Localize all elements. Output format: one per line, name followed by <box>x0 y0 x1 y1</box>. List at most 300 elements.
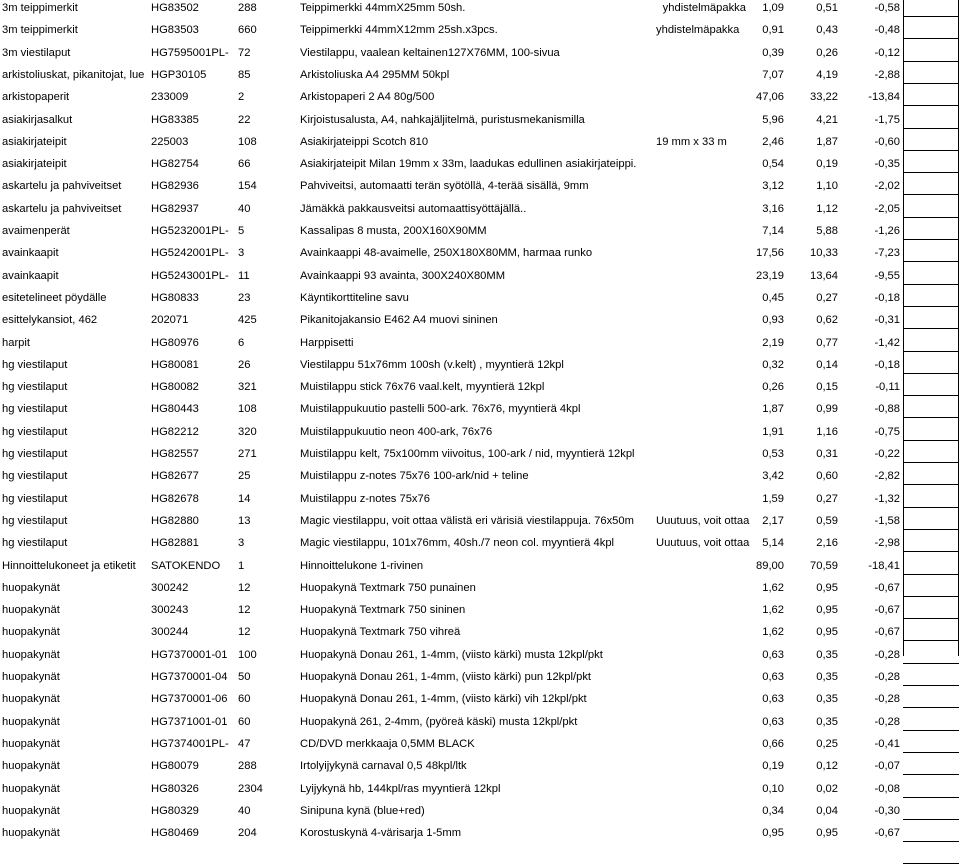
table-row <box>0 532 960 554</box>
price-1-cell: 0,63 <box>762 648 784 661</box>
category-cell: huopakynät <box>2 737 60 750</box>
price-1-cell: 0,93 <box>762 314 784 327</box>
price-1-cell: 0,91 <box>762 24 784 37</box>
difference-cell: -0,22 <box>874 448 900 460</box>
quantity-cell: 108 <box>238 403 257 416</box>
difference-cell: -0,11 <box>875 381 900 394</box>
product-code-cell: 300242 <box>151 581 189 594</box>
product-code-cell: HG83503 <box>151 24 199 37</box>
price-1-cell: 3,12 <box>762 180 784 193</box>
quantity-cell: 66 <box>238 158 251 171</box>
category-cell: huopakynät <box>2 581 60 594</box>
grid-border-row <box>903 150 959 151</box>
quantity-cell: 204 <box>238 827 257 840</box>
table-row <box>0 131 960 153</box>
category-cell: askartelu ja pahviveitset <box>2 202 122 215</box>
table-row <box>0 265 960 287</box>
product-code-cell: HG80443 <box>151 403 199 416</box>
category-cell: 3m teippimerkit <box>2 24 78 37</box>
difference-cell: -1,26 <box>874 225 900 237</box>
table-row <box>0 242 960 264</box>
grid-border-row <box>903 306 959 307</box>
description-cell: Muistilappu z-notes 75x76 <box>300 492 430 505</box>
difference-cell: -0,07 <box>874 760 900 773</box>
price-2-cell: 0,12 <box>816 760 838 773</box>
category-cell: huopakynät <box>2 804 60 817</box>
difference-cell: -0,28 <box>874 693 900 706</box>
grid-border-row <box>903 417 959 418</box>
grid-border-row <box>903 707 959 708</box>
grid-border-row <box>903 16 959 17</box>
grid-border-row <box>903 574 959 575</box>
category-cell: esitetelineet pöydälle <box>2 291 107 304</box>
table-row <box>0 0 960 19</box>
product-code-cell: HG82881 <box>151 537 199 550</box>
difference-cell: -0,67 <box>874 581 900 594</box>
note-cell: yhdistelmäpakka <box>662 2 746 14</box>
category-cell: arkistoliuskat, pikanitojat, lue <box>2 68 145 81</box>
product-code-cell: HG82754 <box>151 158 199 171</box>
difference-cell: -0,28 <box>874 715 900 728</box>
quantity-cell: 660 <box>238 24 257 37</box>
product-code-cell: HGP30105 <box>151 68 207 81</box>
quantity-cell: 100 <box>238 648 257 661</box>
table-row <box>0 175 960 197</box>
grid-border-row <box>903 128 959 129</box>
grid-border-row <box>903 618 959 619</box>
product-code-cell: HG7370001-06 <box>151 693 228 706</box>
quantity-cell: 425 <box>238 314 257 327</box>
quantity-cell: 14 <box>238 492 251 505</box>
table-row <box>0 510 960 532</box>
category-cell: huopakynät <box>2 782 60 795</box>
table-row <box>0 711 960 733</box>
table-row <box>0 287 960 309</box>
quantity-cell: 5 <box>238 225 245 237</box>
grid-border-row <box>903 38 959 39</box>
category-cell: huopakynät <box>2 827 60 840</box>
category-cell: hg viestilaput <box>2 425 68 438</box>
price-2-cell: 1,87 <box>816 135 838 148</box>
price-1-cell: 0,45 <box>762 291 784 304</box>
price-1-cell: 1,62 <box>762 604 784 617</box>
quantity-cell: 25 <box>238 470 251 483</box>
table-row <box>0 354 960 376</box>
table-row <box>0 42 960 64</box>
description-cell: Muistilappu z-notes 75x76 100-ark/nid + teline <box>300 470 529 483</box>
quantity-cell: 85 <box>238 68 251 81</box>
price-1-cell: 0,53 <box>762 448 784 460</box>
product-code-cell: HG7370001-01 <box>151 648 228 661</box>
quantity-cell: 154 <box>238 180 257 193</box>
difference-cell: -0,08 <box>874 782 900 795</box>
price-2-cell: 13,64 <box>810 269 838 282</box>
grid-border-row <box>903 752 959 753</box>
category-cell: 3m teippimerkit <box>2 2 78 14</box>
difference-cell: -0,41 <box>874 737 900 750</box>
price-1-cell: 0,63 <box>762 693 784 706</box>
price-1-cell: 1,62 <box>762 581 784 594</box>
product-code-cell: 300244 <box>151 626 189 639</box>
price-2-cell: 0,25 <box>816 737 838 750</box>
price-1-cell: 1,09 <box>762 2 784 14</box>
price-2-cell: 70,59 <box>810 559 838 572</box>
price-2-cell: 0,15 <box>816 381 838 394</box>
price-2-cell: 1,10 <box>816 180 838 193</box>
difference-cell: -2,05 <box>874 202 900 215</box>
description-cell: Asiakirjateipit Milan 19mm x 33m, laadukas edullinen asiakirjateippi. <box>300 158 637 171</box>
quantity-cell: 26 <box>238 358 251 371</box>
table-row <box>0 398 960 420</box>
product-code-cell: HG5242001PL- <box>151 247 229 260</box>
price-2-cell: 2,16 <box>816 537 838 550</box>
price-1-cell: 1,62 <box>762 626 784 639</box>
difference-cell: -0,12 <box>874 46 900 59</box>
description-cell: Avainkaappi 48-avaimelle, 250X180X80MM, harmaa runko <box>300 247 593 260</box>
category-cell: huopakynät <box>2 715 60 728</box>
grid-border-row <box>903 194 959 195</box>
product-code-cell: HG80833 <box>151 291 199 304</box>
table-row <box>0 19 960 41</box>
description-cell: Magic viestilappu, voit ottaa välistä eri värisiä viestilappuja. 76x50m <box>300 514 634 527</box>
price-2-cell: 0,35 <box>816 693 838 706</box>
grid-border-row <box>903 507 959 508</box>
grid-border-row <box>903 685 959 686</box>
price-1-cell: 89,00 <box>756 559 784 572</box>
product-code-cell: HG80326 <box>151 782 199 795</box>
product-code-cell: HG82936 <box>151 180 199 193</box>
table-row <box>0 666 960 688</box>
price-2-cell: 0,35 <box>816 648 838 661</box>
product-code-cell: HG82677 <box>151 470 199 483</box>
price-2-cell: 1,16 <box>816 425 838 438</box>
price-1-cell: 17,56 <box>756 247 784 260</box>
table-row <box>0 109 960 131</box>
description-cell: Hinnoittelukone 1-rivinen <box>300 559 424 572</box>
quantity-cell: 47 <box>238 737 251 750</box>
price-2-cell: 0,02 <box>816 782 838 795</box>
grid-border-row <box>903 105 959 106</box>
description-cell: Muistilappukuutio pastelli 500-ark. 76x76, myyntierä 4kpl <box>300 403 581 416</box>
category-cell: huopakynät <box>2 760 60 773</box>
price-1-cell: 47,06 <box>756 91 784 104</box>
difference-cell: -18,41 <box>868 559 900 572</box>
grid-border-row <box>903 841 959 842</box>
grid-border-row <box>903 261 959 262</box>
grid-border-row <box>903 484 959 485</box>
quantity-cell: 22 <box>238 113 251 126</box>
price-1-cell: 0,63 <box>762 671 784 683</box>
grid-border-row <box>903 551 959 552</box>
price-1-cell: 0,32 <box>762 358 784 371</box>
description-cell: CD/DVD merkkaaja 0,5MM BLACK <box>300 737 475 750</box>
price-1-cell: 0,10 <box>762 782 784 795</box>
category-cell: arkistopaperit <box>2 91 70 104</box>
category-cell: hg viestilaput <box>2 514 68 527</box>
difference-cell: -0,75 <box>874 425 900 438</box>
quantity-cell: 50 <box>238 671 251 683</box>
grid-border-row <box>903 730 959 731</box>
difference-cell: -2,88 <box>874 68 900 81</box>
category-cell: avainkaapit <box>2 269 59 282</box>
product-code-cell: HG80081 <box>151 358 199 371</box>
difference-cell: -0,18 <box>874 358 900 371</box>
description-cell: Korostuskynä 4-värisarja 1-5mm <box>300 827 462 840</box>
quantity-cell: 12 <box>238 626 251 639</box>
category-cell: hg viestilaput <box>2 381 68 394</box>
description-cell: Kirjoistusalusta, A4, nahkajäljitelmä, puristusmekanismilla <box>300 113 585 126</box>
product-code-cell: HG5243001PL- <box>151 269 229 282</box>
category-cell: hg viestilaput <box>2 448 68 460</box>
grid-border-row <box>903 239 959 240</box>
table-row <box>0 153 960 175</box>
description-cell: Muistilappu kelt, 75x100mm viivoitus, 100-ark / nid, myyntierä 12kpl <box>300 448 635 460</box>
description-cell: Asiakirjateippi Scotch 810 <box>300 135 429 148</box>
quantity-cell: 72 <box>238 46 251 59</box>
quantity-cell: 60 <box>238 715 251 728</box>
grid-border-row <box>903 373 959 374</box>
product-code-cell: HG83502 <box>151 2 199 14</box>
product-code-cell: HG82937 <box>151 202 199 215</box>
grid-border-row <box>903 819 959 820</box>
price-2-cell: 5,88 <box>816 225 838 237</box>
price-1-cell: 2,46 <box>762 135 784 148</box>
category-cell: asiakirjasalkut <box>2 113 73 126</box>
price-1-cell: 7,07 <box>762 68 784 81</box>
price-2-cell: 10,33 <box>810 247 838 260</box>
difference-cell: -0,48 <box>874 24 900 37</box>
description-cell: Huopakynä 261, 2-4mm, (pyöreä käski) musta 12kpl/pkt <box>300 715 578 728</box>
description-cell: Irtolyijykynä carnaval 0,5 48kpl/ltk <box>300 760 467 773</box>
difference-cell: -0,58 <box>874 2 900 14</box>
difference-cell: -2,82 <box>874 470 900 483</box>
table-row <box>0 220 960 242</box>
price-2-cell: 0,99 <box>816 403 838 416</box>
quantity-cell: 12 <box>238 581 251 594</box>
difference-cell: -2,98 <box>874 537 900 550</box>
price-1-cell: 5,14 <box>762 537 784 550</box>
quantity-cell: 1 <box>238 559 245 572</box>
description-cell: Muistilappu stick 76x76 vaal.kelt, myyntierä 12kpl <box>300 381 545 394</box>
category-cell: huopakynät <box>2 604 60 617</box>
quantity-cell: 321 <box>238 381 257 394</box>
price-1-cell: 0,95 <box>762 827 784 840</box>
quantity-cell: 60 <box>238 693 251 706</box>
price-1-cell: 0,34 <box>762 804 784 817</box>
table-row <box>0 822 960 844</box>
difference-cell: -0,30 <box>874 804 900 817</box>
difference-cell: -0,67 <box>874 604 900 617</box>
grid-border-row <box>903 217 959 218</box>
quantity-cell: 288 <box>238 2 257 14</box>
price-1-cell: 0,54 <box>762 158 784 171</box>
quantity-cell: 3 <box>238 537 245 550</box>
difference-cell: -1,32 <box>874 492 900 505</box>
category-cell: hg viestilaput <box>2 358 68 371</box>
price-2-cell: 0,43 <box>816 24 838 37</box>
quantity-cell: 2 <box>238 91 245 104</box>
product-code-cell: HG80079 <box>151 760 199 773</box>
description-cell: Harppisetti <box>300 336 354 349</box>
table-row <box>0 488 960 510</box>
table-row <box>0 755 960 777</box>
price-2-cell: 0,31 <box>816 448 838 460</box>
grid-border-row <box>903 328 959 329</box>
price-1-cell: 2,19 <box>762 336 784 349</box>
product-code-cell: HG80329 <box>151 804 199 817</box>
difference-cell: -0,18 <box>874 291 900 304</box>
product-code-cell: HG80976 <box>151 336 199 349</box>
grid-border-row <box>903 774 959 775</box>
price-2-cell: 0,59 <box>816 514 838 527</box>
quantity-cell: 288 <box>238 760 257 773</box>
quantity-cell: 11 <box>238 269 250 282</box>
quantity-cell: 12 <box>238 604 251 617</box>
grid-border-row <box>903 172 959 173</box>
price-1-cell: 5,96 <box>762 113 784 126</box>
price-2-cell: 0,95 <box>816 626 838 639</box>
price-2-cell: 0,27 <box>816 492 838 505</box>
quantity-cell: 271 <box>238 448 257 460</box>
description-cell: Käyntikorttiteline savu <box>300 291 409 304</box>
price-2-cell: 0,14 <box>816 358 838 371</box>
table-row <box>0 465 960 487</box>
description-cell: Kassalipas 8 musta, 200X160X90MM <box>300 225 487 237</box>
category-cell: avaimenperät <box>2 225 70 237</box>
difference-cell: -0,88 <box>874 403 900 416</box>
description-cell: Muistilappukuutio neon 400-ark, 76x76 <box>300 425 493 438</box>
category-cell: hg viestilaput <box>2 403 68 416</box>
description-cell: Pahviveitsi, automaatti terän syötöllä, 4-terää sisällä, 9mm <box>300 180 589 193</box>
description-cell: Huopakynä Textmark 750 punainen <box>300 581 476 594</box>
grid-border-row <box>903 596 959 597</box>
grid-border-row <box>903 61 959 62</box>
description-cell: Huopakynä Donau 261, 1-4mm, (viisto kärki) pun 12kpl/pkt <box>300 671 592 683</box>
description-cell: Viestilappu 51x76mm 100sh (v.kelt) , myyntierä 12kpl <box>300 358 564 371</box>
note-cell: Uuutuus, voit ottaa <box>656 537 750 550</box>
description-cell: Pikanitojakansio E462 A4 muovi sininen <box>300 314 498 327</box>
description-cell: Teippimerkki 44mmX12mm 25sh.x3pcs. <box>300 24 498 37</box>
category-cell: asiakirjateipit <box>2 135 67 148</box>
description-cell: Huopakynä Textmark 750 sininen <box>300 604 466 617</box>
description-cell: Viestilappu, vaalean keltainen127X76MM, 100-sivua <box>300 46 560 59</box>
difference-cell: -0,67 <box>874 626 900 639</box>
difference-cell: -7,23 <box>874 247 900 260</box>
description-cell: Teippimerkki 44mmX25mm 50sh. <box>300 2 466 14</box>
category-cell: esittelykansiot, 462 <box>2 314 98 327</box>
price-2-cell: 33,22 <box>810 91 838 104</box>
description-cell: Magic viestilappu, 101x76mm, 40sh./7 neon col. myyntierä 4kpl <box>300 537 615 550</box>
category-cell: hg viestilaput <box>2 470 68 483</box>
table-row <box>0 309 960 331</box>
price-1-cell: 0,19 <box>762 760 784 773</box>
table-row <box>0 86 960 108</box>
grid-border-row <box>903 284 959 285</box>
table-row <box>0 688 960 710</box>
price-1-cell: 2,17 <box>762 514 784 527</box>
price-1-cell: 3,16 <box>762 202 784 215</box>
product-code-cell: HG82212 <box>151 425 199 438</box>
price-2-cell: 0,95 <box>816 581 838 594</box>
table-row <box>0 599 960 621</box>
category-cell: hg viestilaput <box>2 537 68 550</box>
table-row <box>0 64 960 86</box>
description-cell: Avainkaappi 93 avainta, 300X240X80MM <box>300 269 506 282</box>
product-code-cell: HG7595001PL- <box>151 46 229 59</box>
table-row <box>0 621 960 643</box>
note-cell: Uuutuus, voit ottaa <box>656 514 750 527</box>
price-2-cell: 1,12 <box>816 202 838 215</box>
description-cell: Huopakynä Donau 261, 1-4mm, (viisto kärki) vih 12kpl/pkt <box>300 693 587 706</box>
price-2-cell: 0,62 <box>816 314 838 327</box>
price-1-cell: 3,42 <box>762 470 784 483</box>
table-row <box>0 577 960 599</box>
product-code-cell: HG7370001-04 <box>151 671 228 683</box>
grid-border-row <box>903 663 959 664</box>
price-2-cell: 0,04 <box>816 804 838 817</box>
table-row <box>0 376 960 398</box>
table-row <box>0 421 960 443</box>
quantity-cell: 320 <box>238 425 257 438</box>
difference-cell: -13,84 <box>868 91 900 104</box>
price-1-cell: 1,87 <box>762 403 784 416</box>
product-code-cell: HG7371001-01 <box>151 715 228 728</box>
difference-cell: -0,31 <box>874 314 900 327</box>
quantity-cell: 13 <box>238 514 251 527</box>
table-row <box>0 800 960 822</box>
product-code-cell: HG82557 <box>151 448 199 460</box>
difference-cell: -0,28 <box>874 671 900 683</box>
price-1-cell: 0,26 <box>762 381 784 394</box>
category-cell: avainkaapit <box>2 247 59 260</box>
price-2-cell: 0,35 <box>816 715 838 728</box>
quantity-cell: 3 <box>238 247 245 260</box>
grid-border-row <box>903 83 959 84</box>
product-code-cell: HG80469 <box>151 827 199 840</box>
difference-cell: -0,28 <box>874 648 900 661</box>
price-2-cell: 0,51 <box>816 2 838 14</box>
price-1-cell: 0,66 <box>762 737 784 750</box>
price-2-cell: 0,95 <box>816 827 838 840</box>
table-row <box>0 778 960 800</box>
quantity-cell: 2304 <box>238 782 263 795</box>
product-code-cell: SATOKENDO <box>151 559 221 572</box>
description-cell: Huopakynä Textmark 750 vihreä <box>300 626 461 639</box>
table-row <box>0 644 960 666</box>
price-1-cell: 23,19 <box>756 269 784 282</box>
quantity-cell: 6 <box>238 336 245 349</box>
quantity-cell: 23 <box>238 291 251 304</box>
table-row <box>0 555 960 577</box>
product-code-cell: HG7374001PL- <box>151 737 229 750</box>
grid-border-row <box>903 462 959 463</box>
note-cell: yhdistelmäpakka <box>656 24 740 37</box>
price-1-cell: 0,63 <box>762 715 784 728</box>
category-cell: asiakirjateipit <box>2 158 67 171</box>
description-cell: Lyijykynä hb, 144kpl/ras myyntierä 12kpl <box>300 782 501 795</box>
quantity-cell: 40 <box>238 202 251 215</box>
note-cell: 19 mm x 33 m <box>656 135 727 148</box>
difference-cell: -2,02 <box>874 180 900 193</box>
description-cell: Arkistopaperi 2 A4 80g/500 <box>300 91 435 104</box>
grid-border-row <box>903 395 959 396</box>
category-cell: hg viestilaput <box>2 492 68 505</box>
price-2-cell: 0,26 <box>816 46 838 59</box>
price-1-cell: 1,59 <box>762 492 784 505</box>
table-row <box>0 198 960 220</box>
product-code-cell: HG82678 <box>151 492 199 505</box>
price-1-cell: 7,14 <box>762 225 784 237</box>
